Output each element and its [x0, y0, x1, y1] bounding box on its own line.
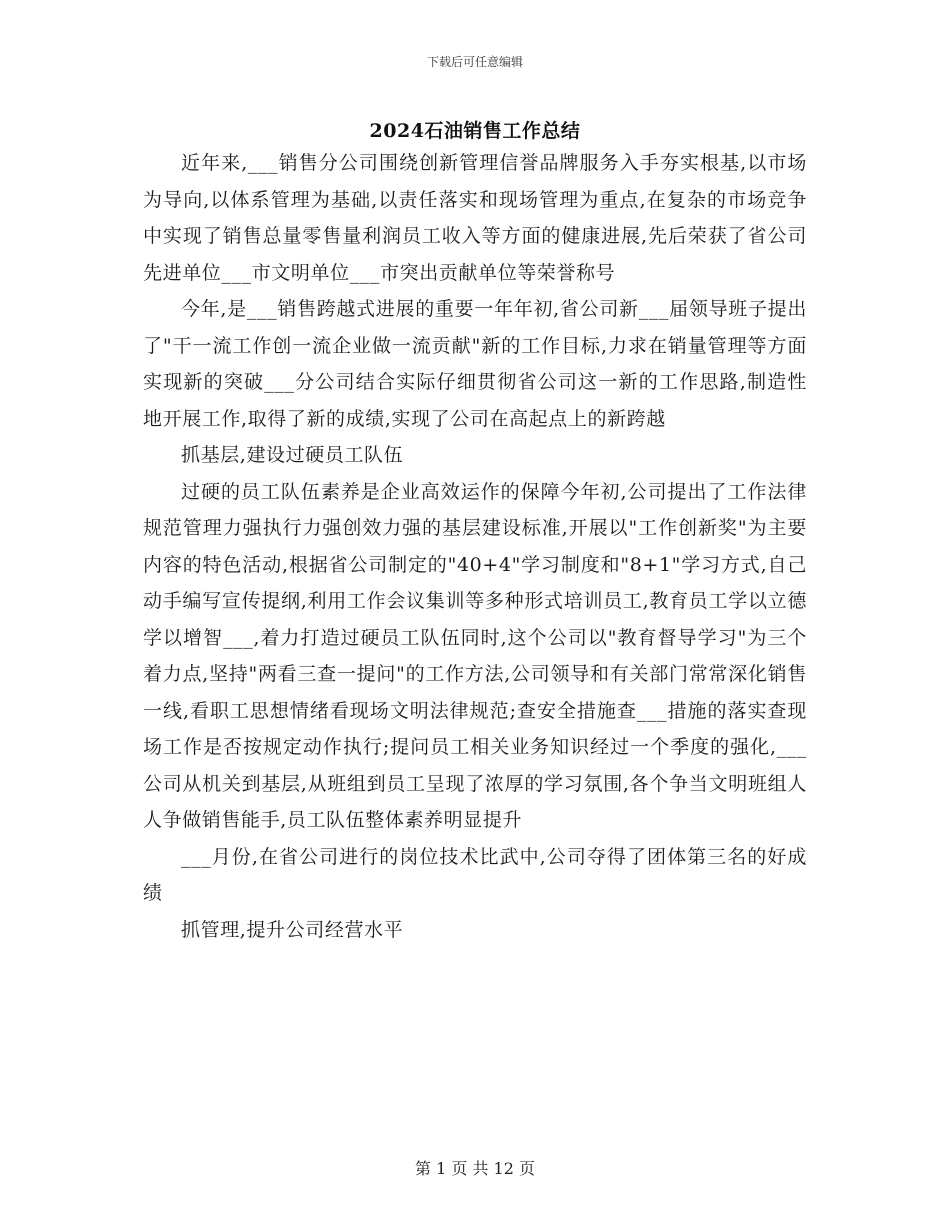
document-body: [143, 145, 807, 948]
document-title: 2024石油销售工作总结: [369, 120, 581, 142]
page-header-note: 下载后可任意编辑: [426, 55, 523, 69]
section-heading-management: 抓管理,提升公司经营水平: [181, 918, 404, 941]
section-heading-grassroots: 抓基层,建设过硬员工队伍: [181, 444, 404, 466]
paragraph-intro: 近年来,___销售分公司围绕创新管理信誉品牌服务入手夯实根基,以市场为导向,以体系管理为基础,以责任落实和现场管理为重点,在复杂的市场竞争中实现了销售总量零售量利润员工收入等方面的健康进展,先后荣获了省公司先进单位___市文明单位___市突出贡献单位等荣誉称号: [143, 152, 807, 284]
paragraph-competition: ___月份,在省公司进行的岗位技术比武中,公司夺得了团体第三名的好成绩: [143, 845, 807, 904]
paragraph-this-year: 今年,是___销售跨越式进展的重要一年年初,省公司新___届领导班子提出了"干一流工作创一流企业做一流贡献"新的工作目标,力求在销量管理等方面实现新的突破___分公司结合实际仔细贯彻省公司这一新的工作思路,制造性地开展工作,取得了新的成绩,实现了公司在高起点上的新跨越: [143, 298, 807, 430]
page-number: 第 1 页 共 12 页: [415, 1159, 535, 1178]
paragraph-workforce: 过硬的员工队伍素养是企业高效运作的保障今年初,公司提出了工作法律规范管理力强执行力强创效力强的基层建设标准,开展以"工作创新奖"为主要内容的特色活动,根据省公司制定的"40+4"学习制度和"8+1"学习方式,自己动手编写宣传提纲,利用工作会议集训等多种形式培训员工,教育员工学以立德学以增智___,着力打造过硬员工队伍同时,这个公司以"教育督导学习"为三个着力点,坚持"两看三查一提问"的工作方法,公司领导和有关部门常常深化销售一线,看职工思想情绪看现场文明法律规范;查安全措施查___措施的落实查现场工作是否按规定动作执行;提问员工相关业务知识经过一个季度的强化,___公司从机关到基层,从班组到员工呈现了浓厚的学习氛围,各个争当文明班组人人争做销售能手,员工队伍整体素养明显提升: [143, 480, 807, 831]
